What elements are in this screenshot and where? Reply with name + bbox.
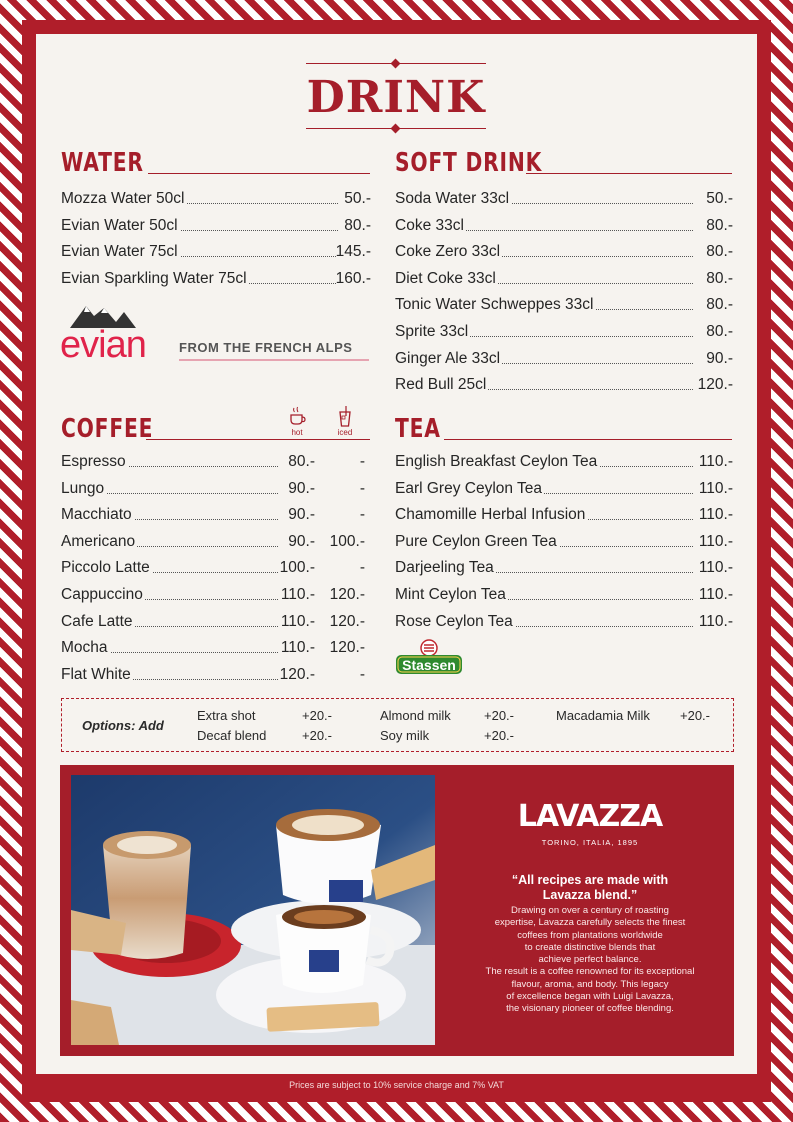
lavazza-subtitle: TORINO, ITALIA, 1895	[541, 838, 639, 847]
item-name: Coke 33cl	[395, 213, 466, 239]
stassen-logo	[395, 639, 463, 675]
item-price-iced: -	[360, 476, 365, 502]
option-name: Decaf blend	[197, 728, 267, 743]
title-top-diamond	[391, 59, 401, 69]
soft-drink-rule	[526, 173, 732, 174]
menu-item	[395, 319, 733, 345]
title-bottom-diamond	[391, 124, 401, 134]
item-name: Mocha	[61, 635, 110, 661]
item-price-hot: 100.-	[280, 555, 315, 581]
item-price: 160.-	[336, 266, 371, 292]
item-name: Rose Ceylon Tea	[395, 609, 515, 635]
item-price: 80.-	[706, 266, 733, 292]
lavazza-body-line: coffees from plantations worldwide	[517, 929, 663, 941]
option-name: Almond milk	[380, 708, 451, 723]
menu-item	[395, 213, 733, 239]
menu-item	[395, 266, 733, 292]
option-price: +20.-	[484, 728, 514, 743]
item-name: Mint Ceylon Tea	[395, 582, 508, 608]
item-price: 120.-	[698, 372, 733, 398]
soft-drink-title: SOFT DRINK	[395, 148, 543, 178]
item-name: Espresso	[61, 449, 128, 475]
iced-cup-icon	[337, 404, 353, 428]
item-name: Americano	[61, 529, 137, 555]
item-price-iced: -	[360, 555, 365, 581]
item-price: 80.-	[706, 239, 733, 265]
item-price-iced: -	[360, 449, 365, 475]
item-name: Flat White	[61, 662, 133, 688]
evian-tagline: FROM THE FRENCH ALPS	[179, 340, 353, 355]
water-header	[61, 148, 370, 180]
menu-item	[61, 662, 371, 688]
item-name: Red Bull 25cl	[395, 372, 488, 398]
item-price-iced: -	[360, 502, 365, 528]
item-price-hot: 110.-	[281, 609, 315, 635]
menu-item	[395, 372, 733, 398]
item-price-hot: 90.-	[288, 476, 315, 502]
menu-item	[61, 266, 371, 292]
item-price-hot: 80.-	[288, 449, 315, 475]
menu-item	[61, 213, 371, 239]
tea-title: TEA	[395, 414, 441, 444]
item-name: Chamomille Herbal Infusion	[395, 502, 587, 528]
menu-item	[61, 476, 371, 502]
lavazza-body-line: the visionary pioneer of coffee blending.	[506, 1003, 674, 1015]
coffee-photo	[71, 775, 435, 1045]
item-name: English Breakfast Ceylon Tea	[395, 449, 599, 475]
item-price-iced: 120.-	[330, 609, 365, 635]
option-name: Macadamia Milk	[556, 708, 650, 723]
menu-item	[395, 609, 733, 635]
lavazza-quote-line: “All recipes are made with	[511, 873, 669, 887]
item-price: 50.-	[706, 186, 733, 212]
item-name: Coke Zero 33cl	[395, 239, 502, 265]
item-name: Evian Water 75cl	[61, 239, 180, 265]
item-price-hot: 110.-	[281, 582, 315, 608]
item-name: Ginger Ale 33cl	[395, 346, 502, 372]
menu-item	[395, 476, 733, 502]
item-name: Piccolo Latte	[61, 555, 152, 581]
item-name: Darjeeling Tea	[395, 555, 496, 581]
menu-item	[395, 529, 733, 555]
item-price-iced: -	[360, 662, 365, 688]
item-name: Sprite 33cl	[395, 319, 470, 345]
lavazza-quote-line: Lavazza blend.”	[542, 888, 638, 902]
item-price-hot: 120.-	[280, 662, 315, 688]
lavazza-text	[470, 800, 710, 1016]
item-price: 80.-	[706, 213, 733, 239]
item-price: 110.-	[699, 555, 733, 581]
options-label: Options: Add	[82, 718, 164, 733]
hot-cup-icon	[287, 405, 307, 427]
lavazza-body-line: expertise, Lavazza carefully selects the finest	[494, 917, 686, 929]
item-name: Diet Coke 33cl	[395, 266, 498, 292]
hot-label: hot	[291, 428, 303, 437]
item-price: 145.-	[336, 239, 371, 265]
soft-drink-header	[395, 148, 732, 180]
item-price: 110.-	[699, 449, 733, 475]
option-price: +20.-	[302, 728, 332, 743]
lavazza-body-line: flavour, aroma, and body. This legacy	[511, 978, 669, 990]
item-price: 110.-	[699, 609, 733, 635]
evian-logo	[60, 300, 165, 366]
tea-header	[395, 414, 732, 446]
lavazza-body-line: achieve perfect balance.	[538, 954, 642, 966]
menu-item	[61, 239, 371, 265]
menu-item	[61, 582, 371, 608]
options-box	[61, 698, 734, 752]
item-name: Evian Water 50cl	[61, 213, 180, 239]
menu-item	[395, 346, 733, 372]
option-price: +20.-	[302, 708, 332, 723]
menu-item	[395, 502, 733, 528]
item-name: Mozza Water 50cl	[61, 186, 186, 212]
item-price-hot: 90.-	[288, 529, 315, 555]
item-price: 110.-	[699, 476, 733, 502]
lavazza-body-line: The result is a coffee renowned for its exceptional	[485, 966, 695, 978]
stassen-wordmark: Stassen	[402, 657, 456, 673]
coffee-rule	[146, 439, 370, 440]
menu-item	[61, 609, 371, 635]
item-price-hot: 90.-	[288, 502, 315, 528]
menu-item	[61, 449, 371, 475]
menu-item	[61, 502, 371, 528]
item-name: Pure Ceylon Green Tea	[395, 529, 559, 555]
item-price-hot: 110.-	[281, 635, 315, 661]
lavazza-body	[470, 905, 710, 1016]
item-price-iced: 120.-	[330, 582, 365, 608]
item-price-iced: 100.-	[330, 529, 365, 555]
title-block	[306, 60, 486, 136]
item-name: Tonic Water Schweppes 33cl	[395, 292, 595, 318]
water-rule	[148, 173, 370, 174]
tea-rule	[444, 439, 732, 440]
item-price: 80.-	[344, 213, 371, 239]
option-name: Extra shot	[197, 708, 256, 723]
item-price: 90.-	[706, 346, 733, 372]
item-name: Soda Water 33cl	[395, 186, 511, 212]
menu-item	[395, 292, 733, 318]
lavazza-logo: LAVAZZA	[517, 799, 663, 834]
footer-note: Prices are subject to 10% service charge and 7% VAT	[289, 1080, 504, 1090]
option-name: Soy milk	[380, 728, 430, 743]
option-price: +20.-	[680, 708, 710, 723]
iced-label: iced	[337, 428, 353, 437]
coffee-header	[61, 414, 370, 446]
menu-item	[395, 582, 733, 608]
menu-item	[61, 529, 371, 555]
item-price: 110.-	[699, 529, 733, 555]
evian-tagline-rule	[179, 359, 369, 361]
item-name: Evian Sparkling Water 75cl	[61, 266, 249, 292]
item-price: 80.-	[706, 292, 733, 318]
menu-item	[395, 239, 733, 265]
menu-item	[61, 186, 371, 212]
item-name: Cafe Latte	[61, 609, 135, 635]
lavazza-body-line: of excellence began with Luigi Lavazza,	[506, 991, 674, 1003]
menu-item	[395, 186, 733, 212]
item-name: Macchiato	[61, 502, 134, 528]
item-price: 80.-	[706, 319, 733, 345]
item-price: 110.-	[699, 502, 733, 528]
page-title: DRINK	[306, 72, 486, 123]
evian-wordmark: evian	[60, 324, 146, 366]
menu-item	[61, 635, 371, 661]
menu-item	[61, 555, 371, 581]
item-price: 110.-	[699, 582, 733, 608]
coffee-title: COFFEE	[61, 414, 154, 444]
item-price-iced: 120.-	[330, 635, 365, 661]
item-name: Cappuccino	[61, 582, 145, 608]
item-price: 50.-	[344, 186, 371, 212]
lavazza-body-line: Drawing on over a century of roasting	[511, 905, 669, 916]
menu-item	[395, 555, 733, 581]
item-name: Lungo	[61, 476, 106, 502]
item-name: Earl Grey Ceylon Tea	[395, 476, 544, 502]
water-title: WATER	[61, 148, 144, 178]
option-price: +20.-	[484, 708, 514, 723]
menu-item	[395, 449, 733, 475]
lavazza-body-line: to create distinctive blends that	[524, 941, 656, 953]
